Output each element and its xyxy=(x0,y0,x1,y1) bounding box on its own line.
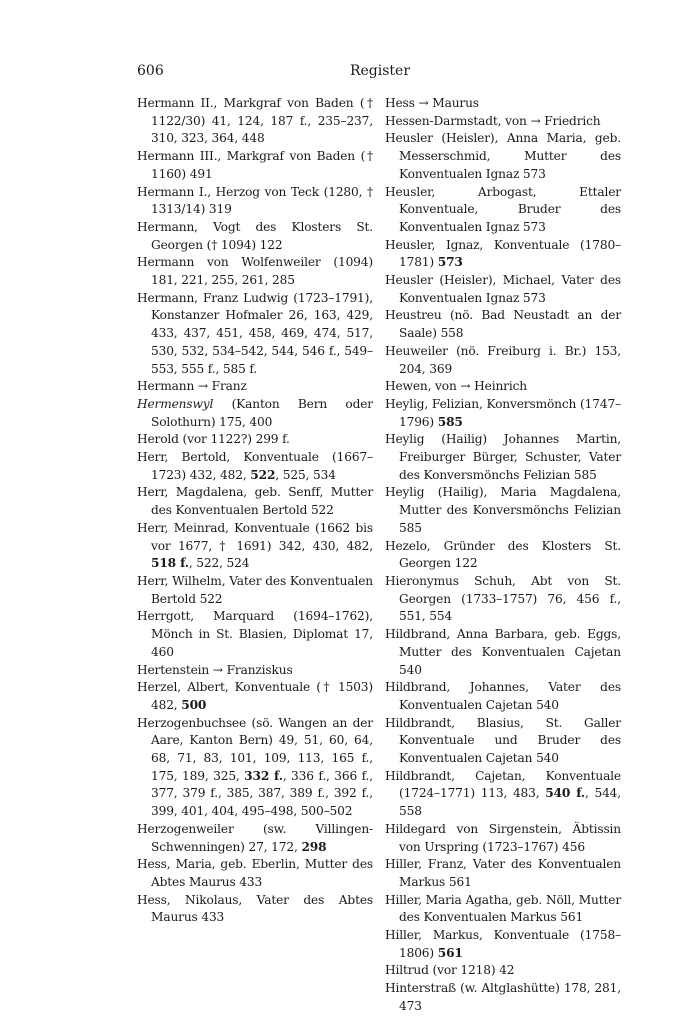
bold-page-reference: 522 xyxy=(250,467,276,482)
index-entry xyxy=(137,184,373,219)
entry-text: Hieronymus Schuh, Abt von St. Georgen (1733–1757) 76, 456 f., 551, 554 xyxy=(385,573,621,624)
index-entry xyxy=(137,821,373,856)
entry-text: Hezelo, Gründer des Klosters St. Georgen 122 xyxy=(385,538,621,571)
index-entry xyxy=(137,396,373,431)
entry-text: Hiller, Franz, Vater des Konventualen Markus 561 xyxy=(385,857,621,889)
index-entry xyxy=(385,130,621,183)
entry-text: Heustreu (nö. Bad Neustadt an der Saale) 558 xyxy=(385,308,621,341)
entry-text: Hess, Maria, geb. Eberlin, Mutter des Abtes Maurus 433 xyxy=(137,857,373,889)
index-entry xyxy=(385,980,621,1015)
bold-page-reference: 518 f. xyxy=(151,556,189,571)
index-entry xyxy=(385,184,621,237)
index-entry xyxy=(137,662,373,680)
entry-text: Heylig, Felizian, Konversmönch (1747–1796) xyxy=(385,396,621,429)
index-entry xyxy=(137,148,373,183)
entry-text: , 522, 524 xyxy=(188,556,250,571)
index-entry xyxy=(137,573,373,608)
entry-text: Hildbrand, Johannes, Vater des Konventualen Cajetan 540 xyxy=(385,680,621,712)
entry-text: Hermann II., Markgraf von Baden († 1122/30) 41, 124, 187 f., 235–237, 310, 323, 364, 448 xyxy=(137,96,373,146)
running-title: Register xyxy=(349,63,411,79)
index-entry xyxy=(385,396,621,431)
index-entry xyxy=(137,431,373,449)
entry-text: Hinterstraß (w. Altglashütte) 178, 281, 473 xyxy=(385,981,621,1013)
index-entry xyxy=(137,290,373,379)
index-entry xyxy=(385,768,621,821)
index-entry xyxy=(385,715,621,768)
entry-text: Hiller, Markus, Konventuale (1758–1806) xyxy=(385,928,621,960)
entry-text: Heylig (Hailig), Maria Magdalena, Mutter des Konversmönchs Felizian 585 xyxy=(385,485,621,535)
index-entry xyxy=(137,378,373,396)
entry-text: Hess → Maurus xyxy=(385,96,479,110)
entry-text: Heusler, Arbogast, Ettaler Konventuale, Bruder des Konventualen Ignaz 573 xyxy=(385,184,621,234)
entry-text: Herzel, Albert, Konventuale († 1503) 482, xyxy=(137,680,373,712)
index-entry xyxy=(385,237,621,272)
index-entry xyxy=(385,962,621,980)
index-entry xyxy=(385,892,621,927)
bold-page-reference: 332 f. xyxy=(244,768,283,783)
index-column-left xyxy=(137,95,373,927)
entry-text: Hermann → Franz xyxy=(137,379,247,394)
entry-text: Hiltrud (vor 1218) 42 xyxy=(385,963,515,978)
index-entry xyxy=(137,219,373,254)
entry-text: Hermann, Franz Ludwig (1723–1791), Konstanzer Hofmaler 26, 163, 429, 433, 437, 451, 458, 469, 474, 517, 530, 532, 534–542, 544, 546 f., 549–553, 555 f., 585 f. xyxy=(137,290,373,376)
index-entry xyxy=(385,113,621,131)
bold-page-reference: 585 xyxy=(437,414,463,429)
entry-text: Heuweiler (nö. Freiburg i. Br.) 153, 204, 369 xyxy=(385,343,621,376)
entry-text: Hess, Nikolaus, Vater des Abtes Maurus 433 xyxy=(137,892,373,925)
index-entry xyxy=(137,856,373,891)
entry-text: Hermann I., Herzog von Teck (1280, † 1313/14) 319 xyxy=(137,184,373,217)
italic-entry-term: Hermenswyl xyxy=(137,396,214,411)
entry-text: Hertenstein → Franziskus xyxy=(137,662,293,677)
index-entry xyxy=(137,449,373,484)
index-entry xyxy=(137,679,373,714)
entry-text: (Kanton Bern oder Solothurn) 175, 400 xyxy=(151,396,373,429)
index-entry xyxy=(137,254,373,289)
index-entry xyxy=(137,520,373,573)
entry-text: , 336 f., 366 f., 377, 379 f., 385, 387, 389 f., 392 f., 399, 401, 404, 495–498, 500–502 xyxy=(151,768,373,819)
index-entry xyxy=(385,626,621,679)
entry-text: Hermann von Wolfenweiler (1094) 181, 221, 255, 261, 285 xyxy=(137,255,373,288)
entry-text: Hermann, Vogt des Klosters St. Georgen († 1094) 122 xyxy=(137,219,373,252)
index-entry xyxy=(137,715,373,821)
entry-text: Hewen, von → Heinrich xyxy=(385,379,527,394)
index-entry xyxy=(385,307,621,342)
index-entry xyxy=(137,484,373,519)
entry-text: Herzogenweiler (sw. Villingen-Schwenningen) 27, 172, xyxy=(137,821,373,854)
index-entry xyxy=(385,821,621,856)
entry-text: Heusler (Heisler), Anna Maria, geb. Messerschmid, Mutter des Konventualen Ignaz 573 xyxy=(385,131,621,181)
index-entry xyxy=(385,573,621,626)
bold-page-reference: 298 xyxy=(301,839,327,854)
index-column-right xyxy=(385,95,621,1016)
bold-page-reference: 540 f. xyxy=(545,786,586,801)
entry-text: Heylig (Hailig) Johannes Martin, Freiburger Bürger, Schuster, Vater des Konversmönchs Felizian 585 xyxy=(385,432,621,482)
index-entry xyxy=(137,892,373,927)
index-entry xyxy=(385,343,621,378)
index-entry xyxy=(137,608,373,661)
entry-text: Herr, Bertold, Konventuale (1667–1723) 432, 482, xyxy=(137,450,373,482)
entry-text: Hildegard von Sirgenstein, Äbtissin von Urspring (1723–1767) 456 xyxy=(385,821,621,854)
entry-text: Herr, Wilhelm, Vater des Konventualen Bertold 522 xyxy=(137,573,373,606)
index-entry xyxy=(385,378,621,396)
index-entry xyxy=(385,927,621,962)
entry-text: Hildbrandt, Cajetan, Konventuale (1724–1771) 113, 483, xyxy=(385,768,621,801)
entry-text: Heusler, Ignaz, Konventuale (1780–1781) xyxy=(385,237,621,270)
entry-text: Hildbrand, Anna Barbara, geb. Eggs, Mutter des Konventualen Cajetan 540 xyxy=(385,627,621,677)
index-entry xyxy=(385,272,621,307)
index-entry xyxy=(385,95,621,113)
bold-page-reference: 500 xyxy=(181,697,207,712)
entry-text: Herrgott, Marquard (1694–1762), Mönch in St. Blasien, Diplomat 17, 460 xyxy=(137,609,373,659)
bold-page-reference: 561 xyxy=(437,945,463,960)
entry-text: Herr, Meinrad, Konventuale (1662 bis vor 1677, † 1691) 342, 430, 482, xyxy=(137,520,373,553)
index-entry xyxy=(385,538,621,573)
index-entry xyxy=(385,856,621,891)
index-entry xyxy=(385,679,621,714)
index-entry xyxy=(385,484,621,537)
entry-text: Herzogenbuchsee (sö. Wangen an der Aare, Kanton Bern) 49, 51, 60, 64, 68, 71, 83, 101, 109, 113, 165 f., 175, 189, 325, xyxy=(137,715,373,783)
entry-text: , 544, 558 xyxy=(399,786,622,819)
entry-text: Herold (vor 1122?) 299 f. xyxy=(137,432,290,447)
index-entry xyxy=(137,95,373,148)
page-number: 606 xyxy=(137,63,164,79)
entry-text: Herr, Magdalena, geb. Senff, Mutter des Konventualen Bertold 522 xyxy=(137,485,373,518)
entry-text: Hermann III., Markgraf von Baden († 1160) 491 xyxy=(137,149,373,181)
entry-text: Hildbrandt, Blasius, St. Galler Konventuale und Bruder des Konventualen Cajetan 540 xyxy=(385,715,621,766)
entry-text: Hessen-Darmstadt, von → Friedrich xyxy=(385,113,601,128)
entry-text: Heusler (Heisler), Michael, Vater des Konventualen Ignaz 573 xyxy=(385,273,621,305)
index-entry xyxy=(385,431,621,484)
entry-text: Hiller, Maria Agatha, geb. Nöll, Mutter des Konventualen Markus 561 xyxy=(385,892,621,925)
bold-page-reference: 573 xyxy=(437,255,463,270)
entry-text: , 525, 534 xyxy=(275,467,336,482)
